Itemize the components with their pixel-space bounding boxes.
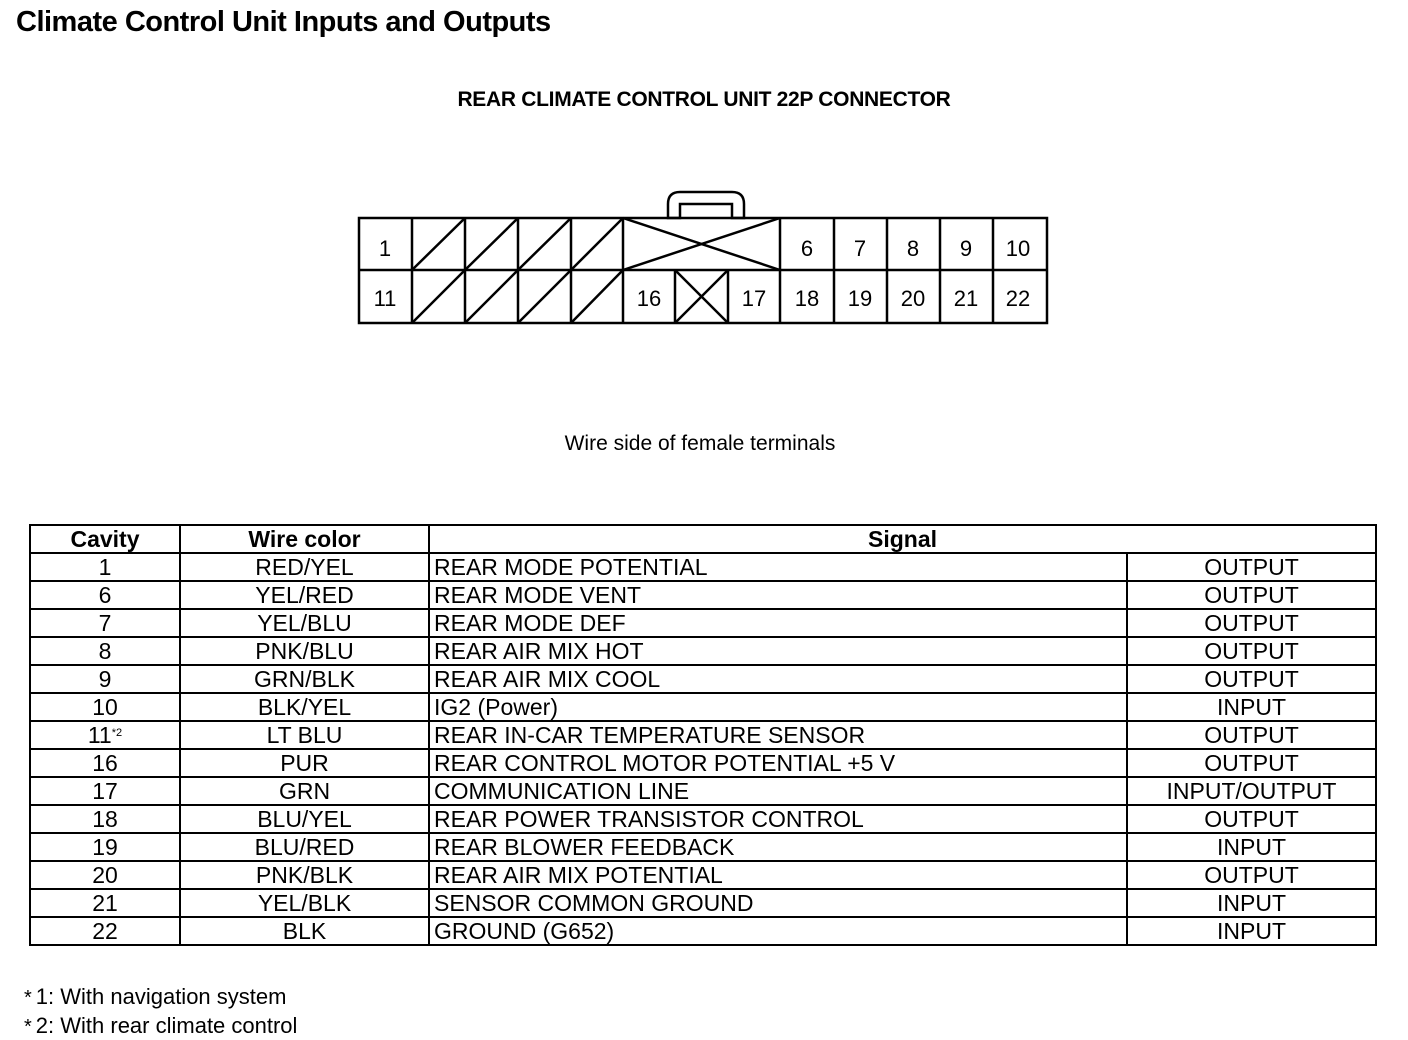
- wire-color-cell: BLU/RED: [180, 833, 429, 861]
- direction-cell: OUTPUT: [1127, 861, 1376, 889]
- cavity-number: 1: [98, 554, 112, 580]
- table-row: [30, 805, 1376, 833]
- table-row: [30, 609, 1376, 637]
- wire-color-cell: YEL/BLK: [180, 889, 429, 917]
- cavity-cell: [30, 861, 180, 889]
- wire-color-cell: BLK/YEL: [180, 693, 429, 721]
- wire-side-caption: Wire side of female terminals: [564, 432, 836, 455]
- footnote-text: 2: With rear climate control: [35, 1013, 298, 1038]
- cavity-cell: [30, 553, 180, 581]
- table-row: [30, 665, 1376, 693]
- signal-cell: REAR BLOWER FEEDBACK: [429, 833, 1127, 861]
- footnote-text: 1: With navigation system: [35, 984, 287, 1009]
- signal-cell: SENSOR COMMON GROUND: [429, 889, 1127, 917]
- pin-label: 19: [847, 286, 873, 311]
- cavity-cell: [30, 749, 180, 777]
- pin-label: 21: [953, 286, 979, 311]
- table-row: [30, 581, 1376, 609]
- signal-cell: REAR POWER TRANSISTOR CONTROL: [429, 805, 1127, 833]
- page-title: Climate Control Unit Inputs and Outputs: [16, 6, 551, 38]
- direction-cell: OUTPUT: [1127, 721, 1376, 749]
- table-body: [30, 553, 1376, 945]
- pin-label: 10: [1005, 236, 1031, 261]
- direction-cell: INPUT: [1127, 693, 1376, 721]
- cavity-number: 9: [98, 666, 112, 692]
- wire-color-cell: BLK: [180, 917, 429, 945]
- wire-color-cell: YEL/RED: [180, 581, 429, 609]
- cavity-cell: [30, 637, 180, 665]
- table-row: [30, 833, 1376, 861]
- pin-label: 7: [853, 236, 867, 261]
- cavity-number: 20: [92, 862, 118, 888]
- signal-cell: COMMUNICATION LINE: [429, 777, 1127, 805]
- cavity-footnote-ref: *2: [111, 727, 123, 739]
- table-row: [30, 749, 1376, 777]
- table-row: [30, 721, 1376, 749]
- pin-label: 18: [794, 286, 820, 311]
- wire-color-cell: RED/YEL: [180, 553, 429, 581]
- direction-cell: OUTPUT: [1127, 553, 1376, 581]
- pin-label: 20: [900, 286, 926, 311]
- pin-label: 17: [741, 286, 767, 311]
- cavity-number: 6: [98, 582, 112, 608]
- signal-cell: REAR AIR MIX POTENTIAL: [429, 861, 1127, 889]
- footnote: [24, 1013, 297, 1039]
- direction-cell: OUTPUT: [1127, 665, 1376, 693]
- cavity-number: 19: [92, 834, 118, 860]
- pin-label: 1: [378, 236, 392, 261]
- cavity-cell: [30, 833, 180, 861]
- table-header-row: [30, 525, 1376, 553]
- signal-cell: REAR IN-CAR TEMPERATURE SENSOR: [429, 721, 1127, 749]
- wire-color-cell: BLU/YEL: [180, 805, 429, 833]
- cavity-cell: [30, 609, 180, 637]
- cavity-number: 7: [98, 610, 112, 636]
- cavity-cell: [30, 581, 180, 609]
- cavity-number: 10: [92, 694, 118, 720]
- cavity-cell: [30, 917, 180, 945]
- table-row: [30, 777, 1376, 805]
- cavity-number: 18: [92, 806, 118, 832]
- wire-color-cell: PNK/BLK: [180, 861, 429, 889]
- signal-cell: REAR MODE POTENTIAL: [429, 553, 1127, 581]
- cavity-number: 8: [98, 638, 112, 664]
- footnote: [24, 984, 286, 1010]
- connector-diagram: [350, 182, 1060, 332]
- wire-color-cell: YEL/BLU: [180, 609, 429, 637]
- table-row: [30, 553, 1376, 581]
- table-row: [30, 917, 1376, 945]
- pin-label: 11: [373, 286, 397, 311]
- cavity-number: 11: [87, 722, 112, 748]
- signal-cell: REAR AIR MIX COOL: [429, 665, 1127, 693]
- wire-color-cell: LT BLU: [180, 721, 429, 749]
- header-wire-color: Wire color: [180, 525, 429, 553]
- wire-color-cell: PNK/BLU: [180, 637, 429, 665]
- direction-cell: INPUT: [1127, 833, 1376, 861]
- cavity-cell: [30, 805, 180, 833]
- footnote-marker: *: [24, 987, 32, 1009]
- cavity-cell: [30, 777, 180, 805]
- pinout-table: [29, 524, 1377, 946]
- pin-label: 6: [800, 236, 814, 261]
- connector-title: REAR CLIMATE CONTROL UNIT 22P CONNECTOR: [457, 88, 951, 111]
- table-row: [30, 889, 1376, 917]
- wire-color-cell: GRN: [180, 777, 429, 805]
- table-row: [30, 693, 1376, 721]
- cavity-number: 22: [92, 918, 118, 944]
- signal-cell: GROUND (G652): [429, 917, 1127, 945]
- wire-color-cell: PUR: [180, 749, 429, 777]
- direction-cell: OUTPUT: [1127, 637, 1376, 665]
- direction-cell: INPUT: [1127, 917, 1376, 945]
- pin-label: 16: [636, 286, 662, 311]
- direction-cell: INPUT/OUTPUT: [1127, 777, 1376, 805]
- signal-cell: REAR CONTROL MOTOR POTENTIAL +5 V: [429, 749, 1127, 777]
- pin-label: 22: [1005, 286, 1031, 311]
- direction-cell: OUTPUT: [1127, 581, 1376, 609]
- header-signal: Signal: [429, 525, 1376, 553]
- cavity-number: 16: [92, 750, 118, 776]
- signal-cell: REAR MODE DEF: [429, 609, 1127, 637]
- cavity-number: 17: [92, 778, 118, 804]
- signal-cell: REAR AIR MIX HOT: [429, 637, 1127, 665]
- header-cavity: Cavity: [30, 525, 180, 553]
- footnote-marker: *: [24, 1016, 32, 1038]
- direction-cell: OUTPUT: [1127, 749, 1376, 777]
- cavity-cell: [30, 693, 180, 721]
- cavity-cell: [30, 665, 180, 693]
- cavity-number: 21: [92, 890, 118, 916]
- wire-color-cell: GRN/BLK: [180, 665, 429, 693]
- signal-cell: IG2 (Power): [429, 693, 1127, 721]
- direction-cell: OUTPUT: [1127, 805, 1376, 833]
- direction-cell: OUTPUT: [1127, 609, 1376, 637]
- signal-cell: REAR MODE VENT: [429, 581, 1127, 609]
- cavity-cell: [30, 721, 180, 749]
- pin-label: 9: [959, 236, 973, 261]
- pin-label: 8: [906, 236, 920, 261]
- direction-cell: INPUT: [1127, 889, 1376, 917]
- cavity-cell: [30, 889, 180, 917]
- table-row: [30, 861, 1376, 889]
- table-row: [30, 637, 1376, 665]
